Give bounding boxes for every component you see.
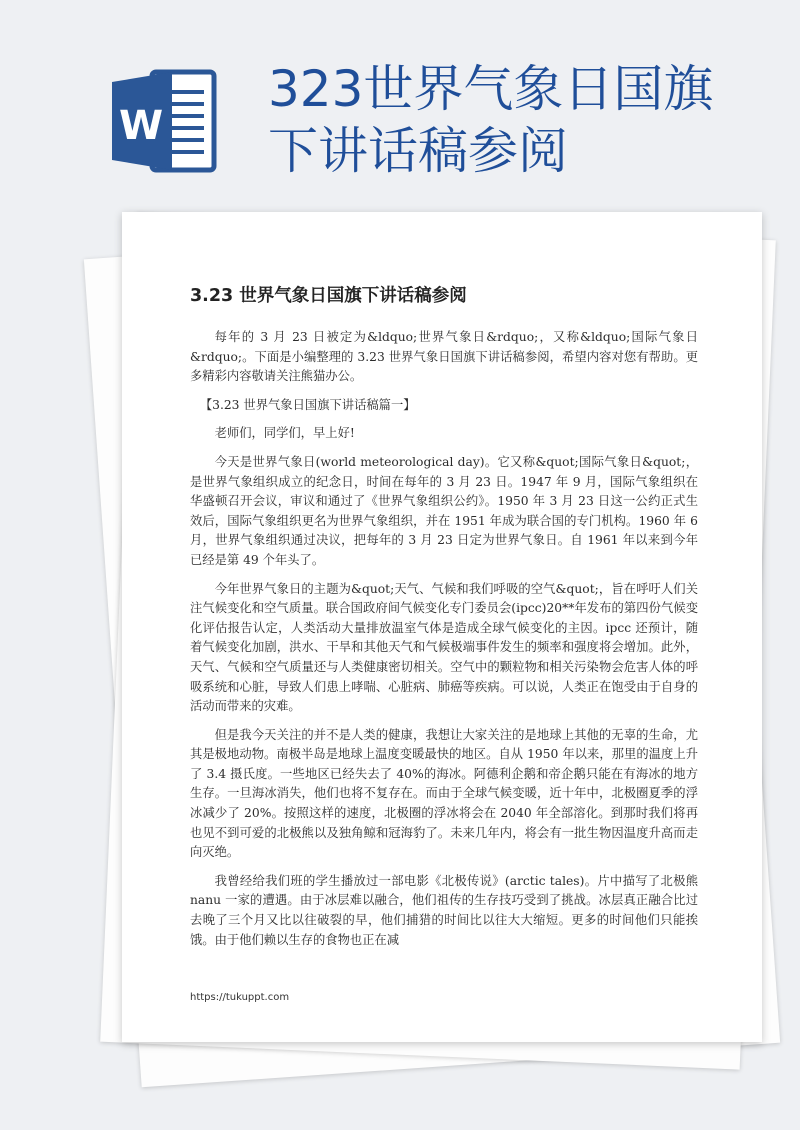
paragraph-greeting: 老师们，同学们，早上好! [214,426,355,441]
document-page [122,212,762,1042]
document-body [190,328,698,959]
paragraph: 我曾经给我们班的学生播放过一部电影《北极传说》(arctic tales)。片中描写了北极熊 nanu 一家的遭遇。由于冰层难以融合，他们祖传的生存技巧受到了挑战。冰层真正融合比过去晚了三个月又比以往破裂的早，他们捕猎的时间比以往大大缩短。更多的时间他们只能挨饿。由于他们赖以生存的食物也正在减 [190,873,698,947]
paragraph: 今年世界气象日的主题为&quot;天气、气候和我们呼吸的空气&quot;，旨在呼吁人们关注气候变化和空气质量。联合国政府间气候变化专门委员会(ipcc)20**年发布的第四份气候变化评估报告认定，人类活动大量排放温室气体是造成全球气候变化的主因。ipcc 还预计，随着气候变化加剧，洪水、干旱和其他天气和气候极端事件发生的频率和强度将会增加。此外，天气、气候和空气质量还与人类健康密切相关。空气中的颗粒物和相关污染物会危害人体的呼吸系统和心脏，导致人们患上哮喘、心脏病、肺癌等疾病。可以说，人类正在饱受由于自身的活动而带来的灾难。 [190,581,698,714]
paragraph: 但是我今天关注的并不是人类的健康，我想让大家关注的是地球上其他的无辜的生命，尤其是极地动物。南极半岛是地球上温度变暖最快的地区。自从 1950 年以来，那里的温度上升了 3.4 摄氏度。一些地区已经失去了 40%的海冰。阿德利企鹅和帝企鹅只能在有海冰的地方生存。一旦海冰消失，他们也将不复存在。而由于全球气候变暖，近十年中，北极圈夏季的浮冰减少了 20%。按照这样的速度，北极圈的浮冰将会在 2040 年全部溶化。到那时我们将再也见不到可爱的北极熊以及独角鲸和冠海豹了。未来几年内，将会有一批生物因温度升高而走向灭绝。 [190,727,698,860]
section-heading: 【3.23 世界气象日国旗下讲话稿篇一】 [199,397,416,412]
word-document-icon [108,66,218,176]
paragraph-intro: 每年的 3 月 23 日被定为&ldquo;世界气象日&rdquo;，又称&ldquo;国际气象日&rdquo;。下面是小编整理的 3.23 世界气象日国旗下讲话稿参阅，希望内容对您有帮助。更多精彩内容敬请关注熊猫办公。 [190,330,698,384]
footer-url: https://tukuppt.com [190,992,290,1003]
paragraph: 今天是世界气象日(world meteorological day)。它又称&quot;国际气象日&quot;，是世界气象组织成立的纪念日，时间在每年的 3 月 23 日。1947 年 9 月，国际气象组织在华盛顿召开会议，审议和通过了《世界气象组织公约》。1950 年 3 月 23 日这一公约正式生效后，国际气象组织更名为世界气象组织，并在 1951 年成为联合国的专门机构。1960 年 6 月，世界气象组织通过决议，把每年的 3 月 23 日定为世界气象日。自 1961 年以来到今年已经是第 49 个年头了。 [190,454,698,567]
header-title-line-2: 下讲话稿参阅 [268,122,568,180]
header-title-line-1: 323世界气象日国旗 [268,60,714,118]
svg-text:W: W [119,103,164,149]
header-title [268,58,768,182]
header [0,0,800,210]
page-title: 3.23 世界气象日国旗下讲话稿参阅 [190,286,467,306]
